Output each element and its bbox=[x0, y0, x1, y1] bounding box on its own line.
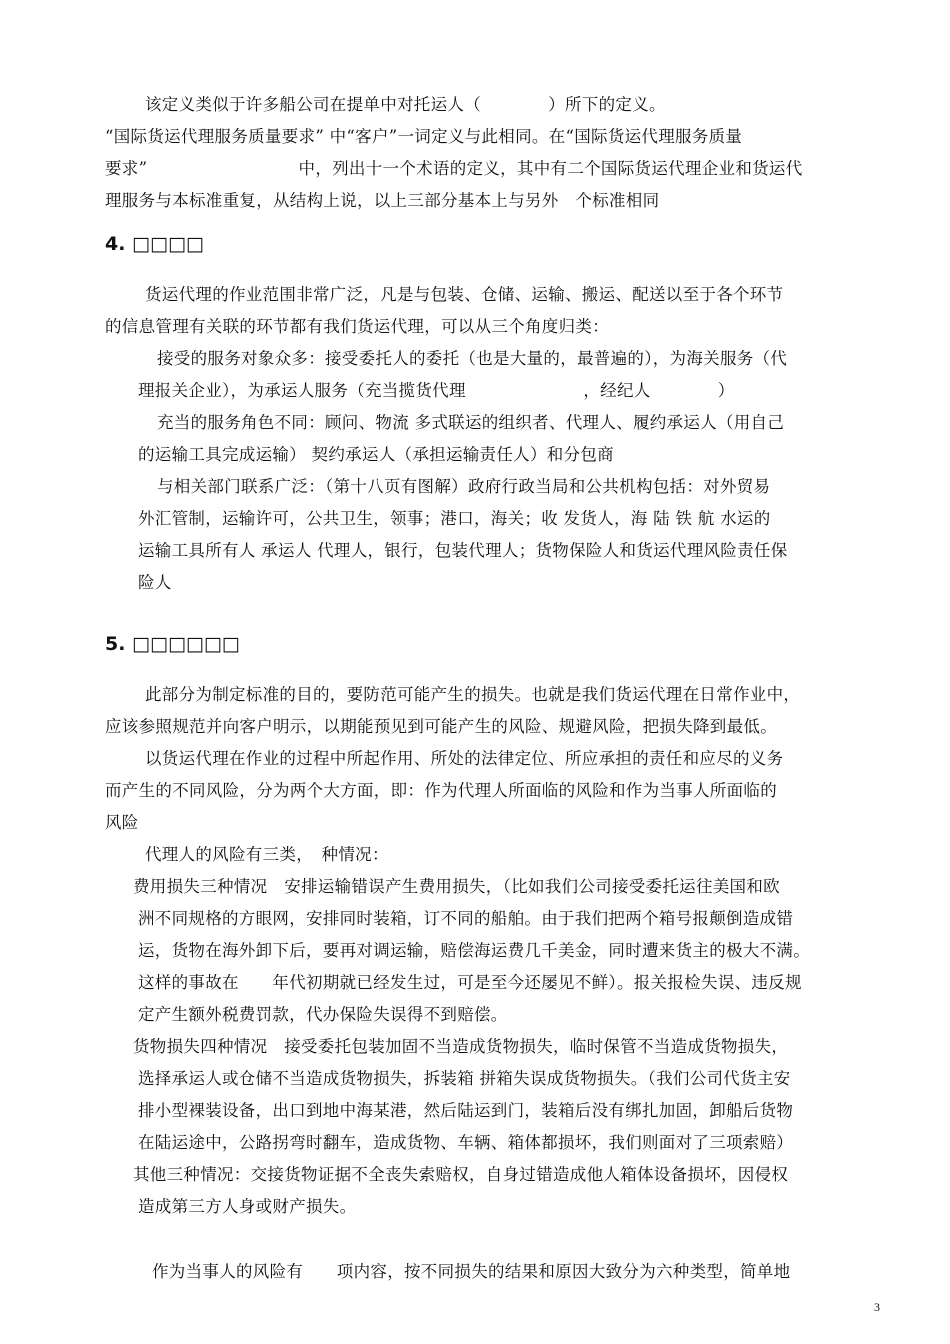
text-line: 而产生的不同风险，分为两个大方面，即：作为代理人所面临的风险和作为当事人所面临的 bbox=[105, 781, 777, 800]
text-line: 风险 bbox=[105, 813, 139, 832]
text-line: 排小型裸装设备，出口到地中海某港，然后陆运到门，装箱后没有绑扎加固，卸船后货物 bbox=[138, 1101, 794, 1120]
text-line: 货物损失四种情况 接受委托包装加固不当造成货物损失，临时保管不当造成货物损失， bbox=[133, 1037, 789, 1056]
text-line: 运输工具所有人 承运人 代理人，银行，包装代理人；货物保险人和货运代理风险责任保 bbox=[138, 541, 788, 560]
text-line: 的信息管理有关联的环节都有我们货运代理，可以从三个角度归类： bbox=[105, 317, 609, 336]
text-line: 作为当事人的风险有 项内容，按不同损失的结果和原因大致分为六种类型，简单地 bbox=[152, 1262, 791, 1281]
section-heading-5: 5. □□□□□□ bbox=[105, 633, 240, 655]
text-line: 费用损失三种情况 安排运输错误产生费用损失，（比如我们公司接受委托运往美国和欧 bbox=[133, 877, 780, 896]
text-line: 这样的事故在 年代初期就已经发生过，可是至今还屡见不鲜）。报关报检失误、违反规 bbox=[138, 973, 802, 992]
text-line: 该定义类似于许多船公司在提单中对托运人（ ）所下的定义。 bbox=[145, 95, 666, 114]
text-line: 洲不同规格的方眼网，安排同时装箱，订不同的船舶。由于我们把两个箱号报颠倒造成错 bbox=[138, 909, 794, 928]
text-line: 代理人的风险有三类， 种情况： bbox=[145, 845, 389, 864]
text-line: 要求” 中，列出十一个术语的定义，其中有二个国际货运代理企业和货运代 bbox=[105, 159, 803, 178]
text-line: 理报关企业），为承运人服务（充当揽货代理 ，经纪人 ） bbox=[138, 381, 735, 400]
text-line: 与相关部门联系广泛：（第十八页有图解）政府行政当局和公共机构包括：对外贸易 bbox=[157, 477, 771, 496]
text-line: 接受的服务对象众多：接受委托人的委托（也是大量的，最普遍的），为海关服务（代 bbox=[157, 349, 788, 368]
text-line: 运，货物在海外卸下后，要再对调运输，赔偿海运费几千美金，同时遭来货主的极大不满。 bbox=[138, 941, 810, 960]
text-line: 理服务与本标准重复，从结构上说，以上三部分基本上与另外 个标准相同 bbox=[105, 191, 660, 210]
text-line: 此部分为制定标准的目的，要防范可能产生的损失。也就是我们货运代理在日常作业中， bbox=[145, 685, 801, 704]
section-heading-4: 4. □□□□ bbox=[105, 233, 204, 255]
text-line: 充当的服务角色不同：顾问、物流 多式联运的组织者、代理人、履约承运人（用自己 bbox=[157, 413, 785, 432]
text-line: “国际货运代理服务质量要求” 中“客户”一词定义与此相同。在“国际货运代理服务质量 bbox=[105, 127, 743, 146]
text-line: 定产生额外税费罚款，代办保险失误得不到赔偿。 bbox=[138, 1005, 508, 1024]
text-line: 选择承运人或仓储不当造成货物损失，拆装箱 拼箱失误成货物损失。（我们公司代货主安 bbox=[138, 1069, 791, 1088]
text-line: 造成第三方人身或财产损失。 bbox=[138, 1197, 357, 1216]
text-line: 外汇管制，运输许可，公共卫生，领事；港口，海关；收 发货人，海 陆 铁 航 水运的 bbox=[138, 509, 771, 528]
text-line: 以货运代理在作业的过程中所起作用、所处的法律定位、所应承担的责任和应尽的义务 bbox=[145, 749, 784, 768]
page-number: 3 bbox=[874, 1300, 880, 1314]
text-line: 险人 bbox=[138, 573, 172, 592]
text-line: 的运输工具完成运输） 契约承运人（承担运输责任人）和分包商 bbox=[138, 445, 614, 464]
text-line: 货运代理的作业范围非常广泛，凡是与包装、仓储、运输、搬运、配送以至于各个环节 bbox=[145, 285, 784, 304]
text-line: 应该参照规范并向客户明示，以期能预见到可能产生的风险、规避风险，把损失降到最低。 bbox=[105, 717, 777, 736]
text-line: 在陆运途中，公路拐弯时翻车，造成货物、车辆、箱体都损坏，我们则面对了三项索赔） bbox=[138, 1133, 794, 1152]
text-line: 其他三种情况：交接货物证据不全丧失索赔权，自身过错造成他人箱体设备损坏，因侵权 bbox=[133, 1165, 789, 1184]
